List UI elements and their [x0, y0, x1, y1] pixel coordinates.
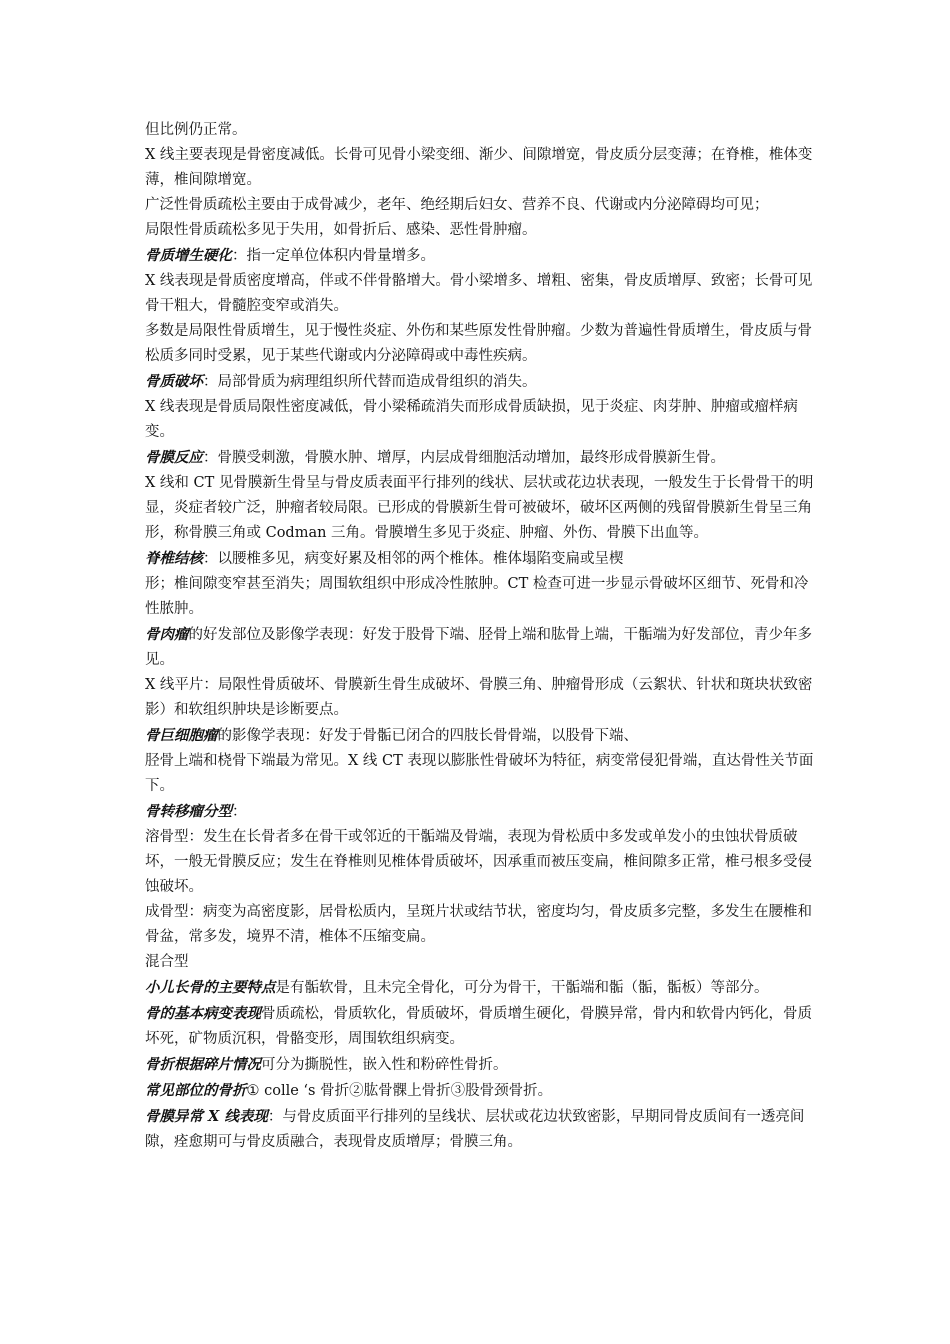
paragraph	[145, 218, 815, 243]
paragraph	[145, 1078, 815, 1104]
paragraph	[145, 723, 815, 749]
paragraph-text: X 线表现是骨质局限性密度减低，骨小梁稀疏消失而形成骨质缺损，见于炎症、肉芽肿、肿瘤或瘤样病变。	[145, 399, 798, 440]
paragraph	[145, 193, 815, 218]
paragraph	[145, 749, 815, 799]
document-page	[145, 118, 815, 1155]
bold-italic-term: 骨膜异常 X 线表现	[145, 1108, 268, 1125]
paragraph	[145, 950, 815, 975]
paragraph-text: 可分为撕脱性，嵌入性和粉碎性骨折。	[261, 1057, 508, 1073]
paragraph	[145, 1001, 815, 1052]
paragraph	[145, 673, 815, 723]
paragraph-text: 胫骨上端和桡骨下端最为常见。X 线 CT 表现以膨胀性骨破坏为特征，病变常侵犯骨端，直达骨性关节面下。	[145, 753, 814, 794]
paragraph-text: X 线主要表现是骨密度减低。长骨可见骨小梁变细、渐少、间隙增宽，骨皮质分层变薄；在脊椎，椎体变薄，椎间隙增宽。	[145, 147, 813, 188]
paragraph	[145, 269, 815, 319]
paragraph	[145, 622, 815, 673]
paragraph	[145, 1052, 815, 1078]
paragraph-text: ：局部骨质为病理组织所代替而造成骨组织的消失。	[203, 374, 537, 390]
paragraph-text: ：骨膜受刺激，骨膜水肿、增厚，内层成骨细胞活动增加，最终形成骨膜新生骨。	[203, 450, 725, 466]
paragraph-text: X 线表现是骨质密度增高，伴或不伴骨骼增大。骨小梁增多、增粗、密集，骨皮质增厚、致密；长骨可见骨干粗大，骨髓腔变窄或消失。	[145, 273, 813, 314]
bold-italic-term: 骨肉瘤	[145, 626, 189, 643]
paragraph	[145, 471, 815, 546]
paragraph	[145, 799, 815, 825]
paragraph-text: 混合型	[145, 954, 189, 970]
paragraph	[145, 825, 815, 900]
paragraph	[145, 445, 815, 471]
bold-italic-term: 骨巨细胞瘤	[145, 727, 218, 744]
bold-italic-term: 骨转移瘤分型	[145, 803, 232, 820]
paragraph-text: ：与骨皮质面平行排列的呈线状、层状或花边状致密影，早期同骨皮质间有一透亮间隙，痊愈期可与骨皮质融合，表现骨皮质增厚；骨膜三角。	[145, 1109, 805, 1150]
paragraph	[145, 395, 815, 445]
paragraph-text: 的好发部位及影像学表现：好发于股骨下端、胫骨上端和肱骨上端，干骺端为好发部位，青少年多见。	[145, 627, 812, 668]
paragraph	[145, 1104, 815, 1155]
paragraph-text: 溶骨型：发生在长骨者多在骨干或邻近的干骺端及骨端，表现为骨松质中多发或单发小的虫蚀状骨质破坏，一般无骨膜反应；发生在脊椎则见椎体骨质破坏，因承重而被压变扁，椎间隙多正常，椎弓根多受侵蚀破坏。	[145, 829, 812, 895]
paragraph-text: 的影像学表现：好发于骨骺已闭合的四肢长骨骨端，以股骨下端、	[217, 728, 638, 744]
paragraph	[145, 900, 815, 950]
paragraph-text: 多数是局限性骨质增生，见于慢性炎症、外伤和某些原发性骨肿瘤。少数为普遍性骨质增生，骨皮质与骨松质多同时受累，见于某些代谢或内分泌障碍或中毒性疾病。	[145, 323, 812, 364]
bold-italic-term: 脊椎结核	[145, 550, 203, 567]
paragraph-text: 成骨型：病变为高密度影，居骨松质内，呈斑片状或结节状，密度均匀，骨皮质多完整，多发生在腰椎和骨盆，常多发，境界不清，椎体不压缩变扁。	[145, 904, 812, 945]
paragraph-text: 形；椎间隙变窄甚至消失；周围软组织中形成冷性脓肿。CT 检查可进一步显示骨破坏区细节、死骨和冷性脓肿。	[145, 576, 809, 617]
bold-italic-term: 骨膜反应	[145, 449, 203, 466]
paragraph-text: 广泛性骨质疏松主要由于成骨减少，老年、绝经期后妇女、营养不良、代谢或内分泌障碍均可见；	[145, 197, 769, 213]
paragraph-text: 但比例仍正常。	[145, 122, 247, 138]
bold-italic-term: 骨折根据碎片情况	[145, 1056, 261, 1073]
paragraph	[145, 143, 815, 193]
paragraph-text: 局限性骨质疏松多见于失用，如骨折后、感染、恶性骨肿瘤。	[145, 222, 537, 238]
bold-italic-term: 骨质增生硬化	[145, 247, 232, 264]
bold-italic-term: 常见部位的骨折	[145, 1082, 247, 1099]
paragraph-text: 是有骺软骨，且未完全骨化，可分为骨干，干骺端和骺（骺，骺板）等部分。	[275, 980, 769, 996]
paragraph-text: ① colle ‘s 骨折②肱骨髁上骨折③股骨颈骨折。	[246, 1083, 553, 1099]
paragraph	[145, 369, 815, 395]
paragraph	[145, 975, 815, 1001]
paragraph-text: X 线平片：局限性骨质破坏、骨膜新生骨生成破坏、骨膜三角、肿瘤骨形成（云絮状、针状和斑块状致密影）和软组织肿块是诊断要点。	[145, 677, 813, 718]
paragraph-text: ：以腰椎多见，病变好累及相邻的两个椎体。椎体塌陷变扁或呈楔	[203, 551, 624, 567]
bold-italic-term: 骨的基本病变表现	[145, 1005, 261, 1022]
paragraph	[145, 118, 815, 143]
paragraph-text: ：	[232, 804, 247, 820]
paragraph-text: ：指一定单位体积内骨量增多。	[232, 248, 435, 264]
paragraph-text: 骨质疏松，骨质软化，骨质破坏，骨质增生硬化，骨膜异常，骨内和软骨内钙化，骨质坏死，矿物质沉积，骨骼变形，周围软组织病变。	[145, 1006, 812, 1047]
bold-italic-term: 小儿长骨的主要特点	[145, 979, 276, 996]
paragraph	[145, 319, 815, 369]
paragraph	[145, 572, 815, 622]
bold-italic-term: 骨质破坏	[145, 373, 203, 390]
paragraph	[145, 546, 815, 572]
paragraph-text: X 线和 CT 见骨膜新生骨呈与骨皮质表面平行排列的线状、层状或花边状表现，一般发生于长骨骨干的明显，炎症者较广泛，肿瘤者较局限。已形成的骨膜新生骨可被破坏，破坏区两侧的残留骨膜新生骨呈三角形，称骨膜三角或 Codman 三角。骨膜增生多见于炎症、肿瘤、外伤、骨膜下出血等。	[145, 475, 814, 541]
paragraph	[145, 243, 815, 269]
